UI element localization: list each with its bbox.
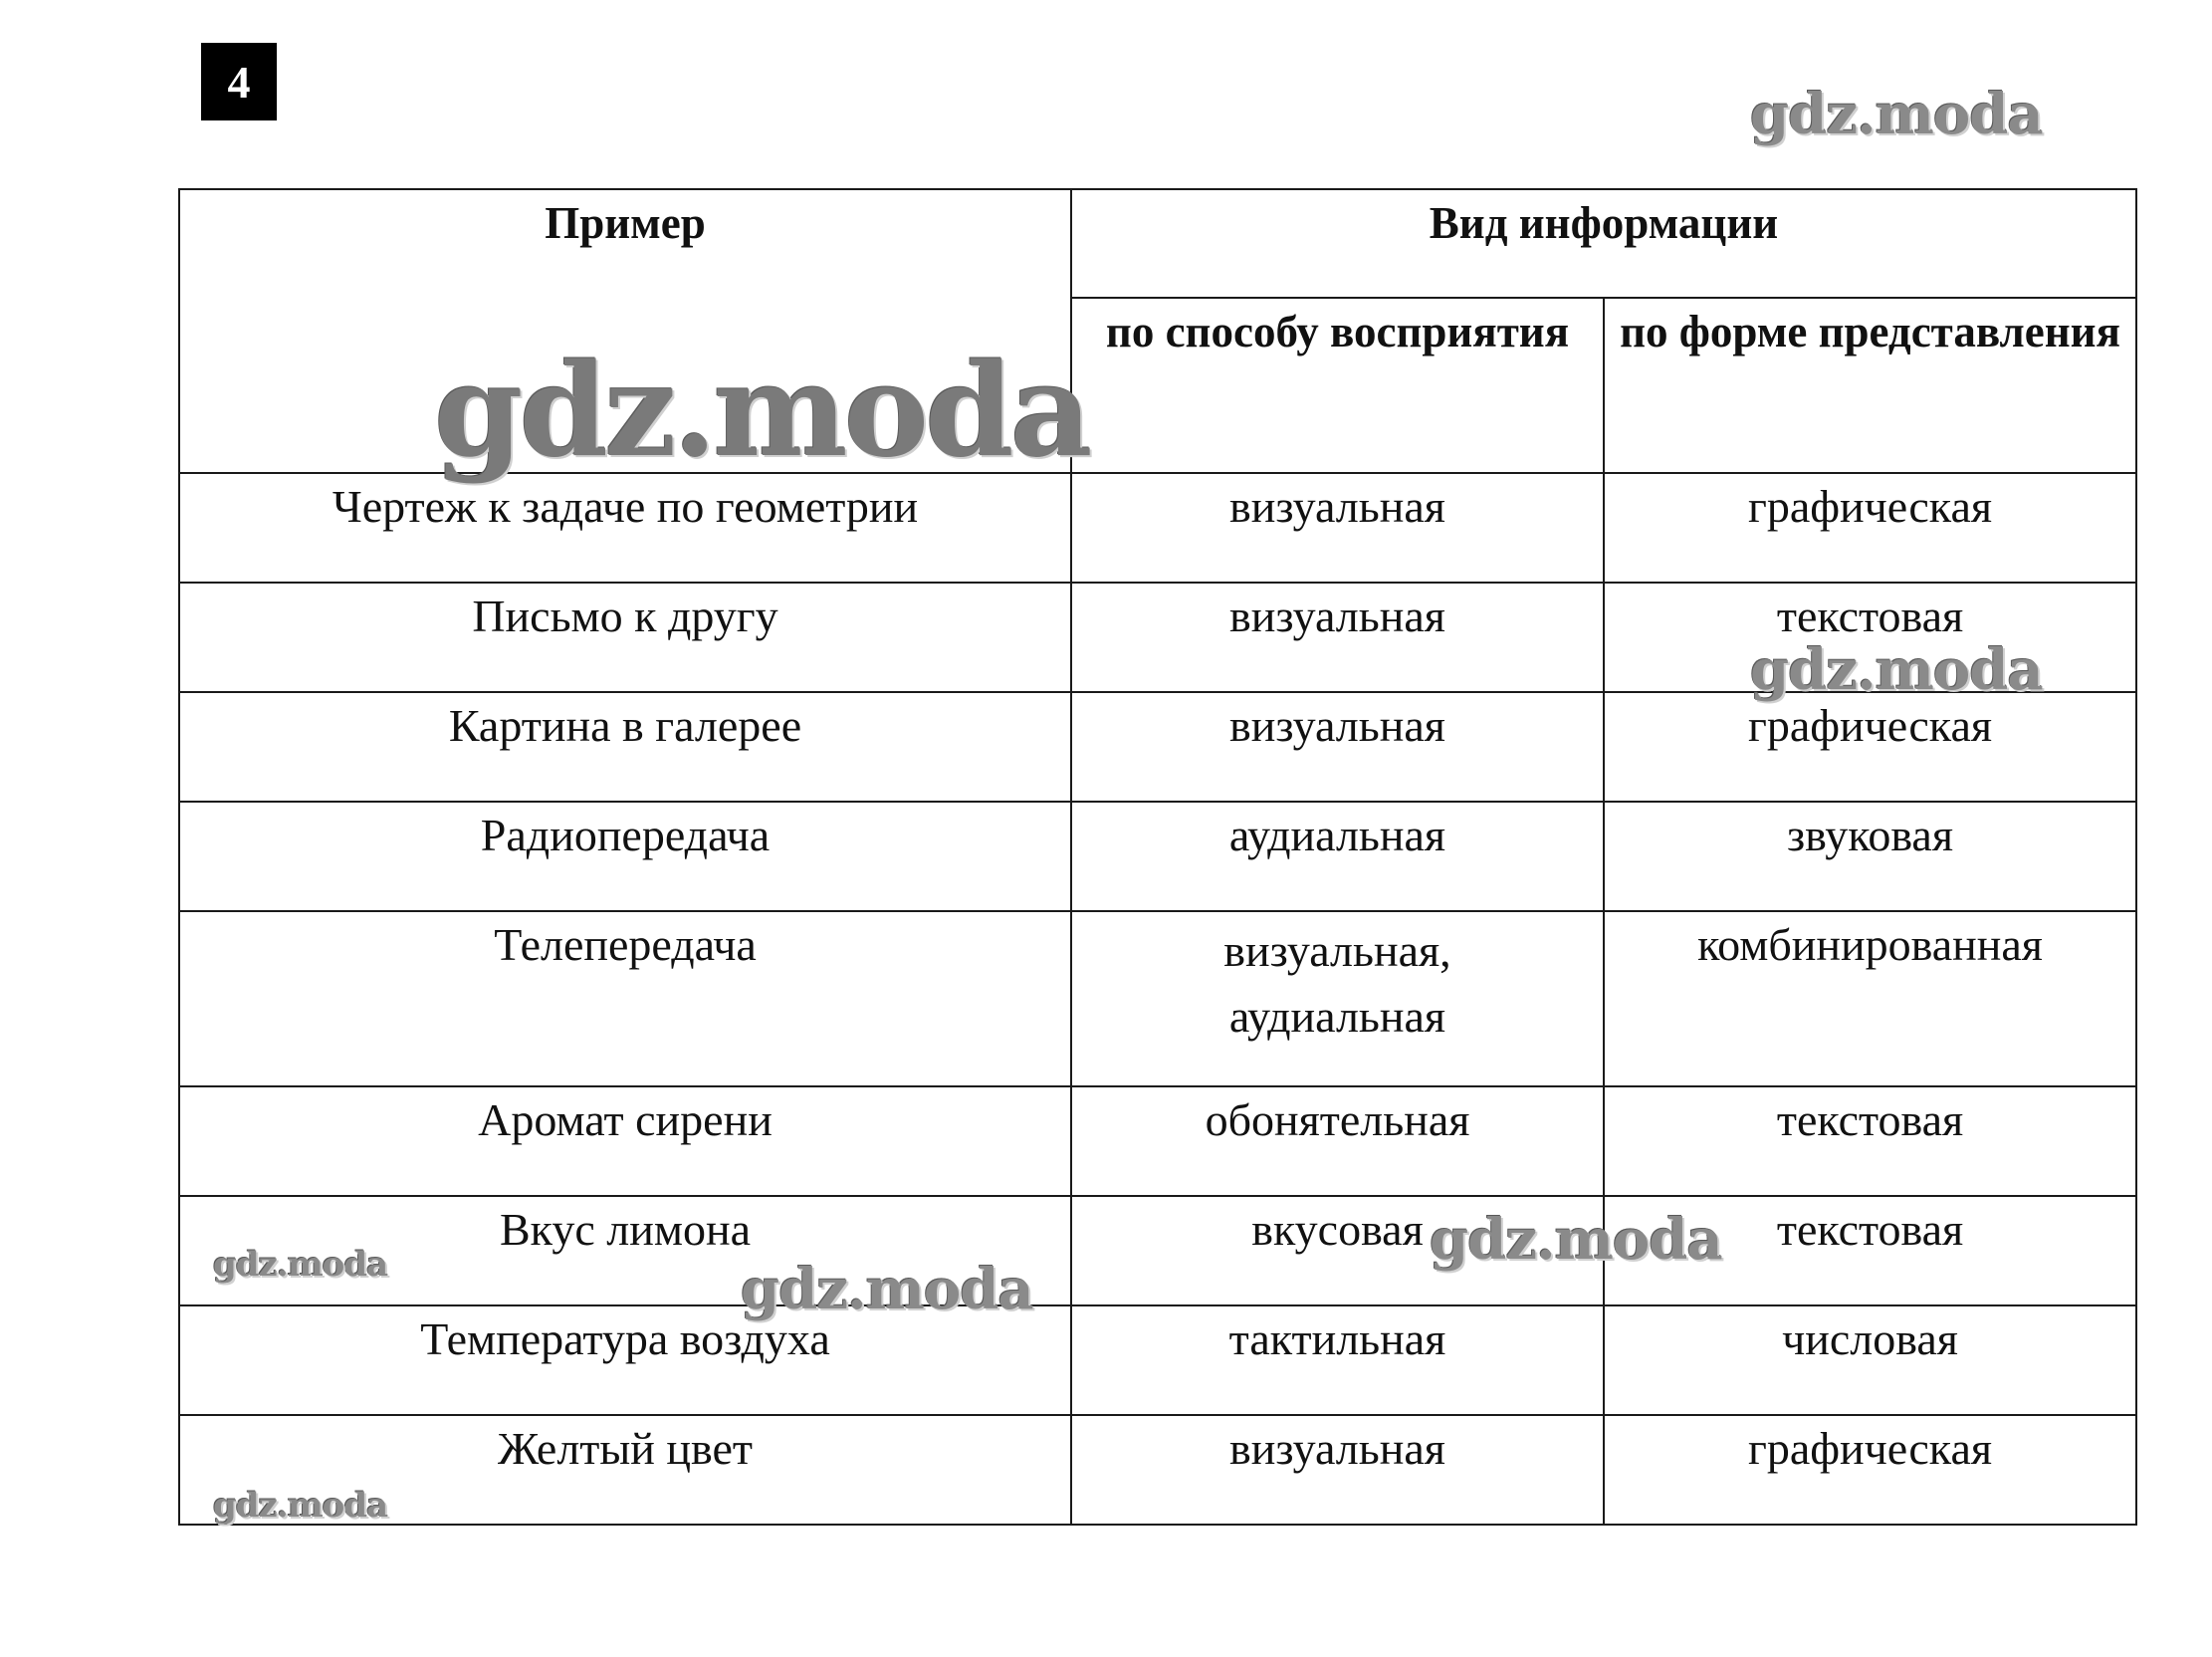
watermark: gdz.moda xyxy=(434,337,1089,486)
cell-example: Чертеж к задаче по геометрии xyxy=(179,473,1071,583)
table-row xyxy=(179,802,2136,911)
information-types-table xyxy=(178,188,2137,1526)
cell-perception: визуальная, аудиальная xyxy=(1071,911,1604,1086)
table-row xyxy=(179,1415,2136,1525)
table-row xyxy=(179,911,2136,1086)
cell-example: Радиопередача xyxy=(179,802,1071,911)
cell-perception: визуальная xyxy=(1071,1415,1604,1525)
cell-form: текстовая xyxy=(1604,1086,2136,1196)
cell-perception: визуальная xyxy=(1071,583,1604,692)
task-number-badge: 4 xyxy=(201,43,277,120)
cell-perception: обонятельная xyxy=(1071,1086,1604,1196)
cell-form: числовая xyxy=(1604,1305,2136,1415)
table-row xyxy=(179,1196,2136,1305)
cell-form: текстовая xyxy=(1604,1196,2136,1305)
header-by-form: по форме представления xyxy=(1604,298,2136,473)
cell-form: текстовая xyxy=(1604,583,2136,692)
cell-example: Желтый цвет xyxy=(179,1415,1071,1525)
watermark: gdz.moda xyxy=(1430,1207,1722,1273)
table-row xyxy=(179,583,2136,692)
cell-example: Телепередача xyxy=(179,911,1071,1086)
cell-form: звуковая xyxy=(1604,802,2136,911)
table-row xyxy=(179,692,2136,802)
cell-perception: визуальная xyxy=(1071,473,1604,583)
cell-perception: визуальная xyxy=(1071,692,1604,802)
table-header-row xyxy=(179,189,2136,298)
watermark: gdz.moda xyxy=(1750,82,2043,147)
header-example: Пример xyxy=(179,189,1071,473)
cell-example: Картина в галерее xyxy=(179,692,1071,802)
table-row xyxy=(179,473,2136,583)
cell-perception: тактильная xyxy=(1071,1305,1604,1415)
cell-form: графическая xyxy=(1604,692,2136,802)
cell-form: графическая xyxy=(1604,1415,2136,1525)
cell-form: комбинированная xyxy=(1604,911,2136,1086)
cell-example: Температура воздуха xyxy=(179,1305,1071,1415)
table-row xyxy=(179,1086,2136,1196)
cell-perception: вкусовая xyxy=(1071,1196,1604,1305)
watermark: gdz.moda xyxy=(1750,637,2043,703)
watermark: gdz.moda xyxy=(213,1245,388,1285)
cell-perception: аудиальная xyxy=(1071,802,1604,911)
header-information-type: Вид информации xyxy=(1071,189,2136,298)
cell-example: Аромат сирени xyxy=(179,1086,1071,1196)
cell-example: Вкус лимона xyxy=(179,1196,1071,1305)
watermark: gdz.moda xyxy=(213,1486,388,1526)
header-by-perception: по способу восприятия xyxy=(1071,298,1604,473)
cell-form: графическая xyxy=(1604,473,2136,583)
watermark: gdz.moda xyxy=(741,1257,1033,1322)
table-row xyxy=(179,1305,2136,1415)
cell-example: Письмо к другу xyxy=(179,583,1071,692)
